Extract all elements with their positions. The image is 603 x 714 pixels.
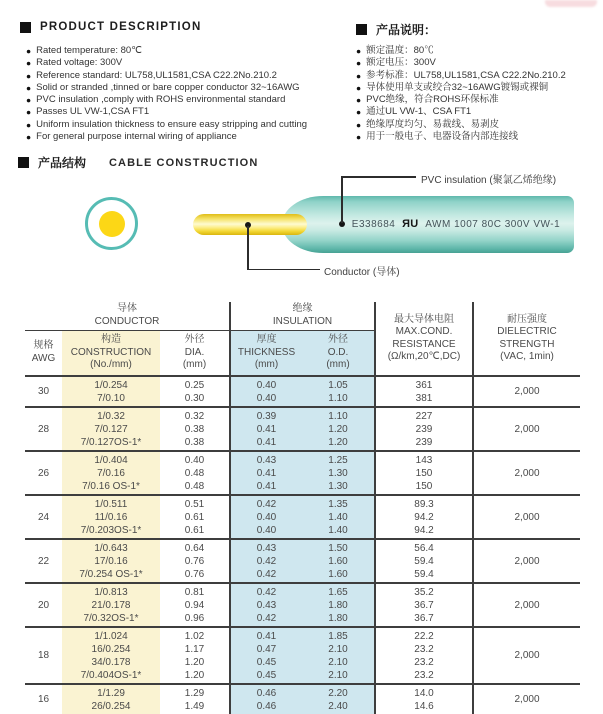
cell-construction: 1/1.29 26/0.254 [62,684,160,714]
cell-dia: 0.25 0.30 [160,376,230,407]
product-notes-title: 产品说明： [376,23,437,37]
cable-cert-number: E338684 [351,218,396,230]
bullet-icon: ● [356,107,362,118]
table-row [25,583,580,627]
list-item [356,82,601,94]
list-item [26,82,351,94]
cell-construction: 1/0.404 7/0.16 7/0.16 OS-1* [62,451,160,495]
list-item-text: Rated voltage: 300V [36,57,123,69]
dia-column-header: 外径 DIA. (mm) [160,330,230,376]
cell-dielectric: 2,000 [473,376,580,407]
construction-title-zh: 产品结构 [38,156,87,170]
section-square-icon [356,24,367,35]
cell-dielectric: 2,000 [473,627,580,684]
cell-awg: 28 [25,407,62,451]
cell-dia: 0.64 0.76 0.76 [160,539,230,583]
cell-thickness: 0.39 0.41 0.41 [230,407,302,451]
cell-awg: 16 [25,684,62,714]
dielectric-column-header: 耐压强度 DIELECTRIC STRENGTH (VAC, 1min) [473,302,580,376]
cable-print-text [345,218,567,230]
list-item [26,45,351,57]
cell-thickness: 0.42 0.40 0.40 [230,495,302,539]
bullet-icon: ● [356,70,362,81]
list-item-text: 用于一般电子、电器设备内部连接线 [366,131,519,143]
conductor-pointer-line [247,269,320,271]
cell-construction: 1/0.643 17/0.16 7/0.254 OS-1* [62,539,160,583]
bullet-icon: ● [26,46,32,56]
list-item-text: Passes UL VW-1,CSA FT1 [36,106,150,118]
bullet-icon: ● [26,107,32,118]
table-row [25,407,580,451]
cell-od: 1.35 1.40 1.40 [302,495,375,539]
bullet-icon: ● [26,132,32,143]
bullet-icon: ● [356,46,362,56]
bullet-icon: ● [356,58,362,69]
construction-column-header: 构造 CONSTRUCTION (No./mm) [62,330,160,376]
cell-awg: 22 [25,539,62,583]
table-row [25,376,580,407]
cell-awg: 18 [25,627,62,684]
cell-thickness: 0.43 0.42 0.42 [230,539,302,583]
list-item [356,131,601,143]
cell-dielectric: 2,000 [473,583,580,627]
list-item [26,70,351,82]
cell-thickness: 0.43 0.41 0.41 [230,451,302,495]
cell-awg: 24 [25,495,62,539]
list-item-text: Rated temperature: 80℃ [36,45,142,56]
list-item-text: 通过UL VW-1、CSA FT1 [366,106,472,118]
bullet-icon: ● [26,82,32,93]
insulation-pointer-line [341,176,416,178]
list-item [356,70,601,82]
cell-dielectric: 2,000 [473,684,580,714]
cell-resistance: 89.3 94.2 94.2 [375,495,473,539]
cell-dielectric: 2,000 [473,495,580,539]
table-row [25,627,580,684]
list-item [26,131,351,143]
conductor-pointer-line [247,226,249,270]
bullet-icon: ● [26,70,32,81]
construction-title-en: CABLE CONSTRUCTION [109,156,259,169]
bullet-icon: ● [356,82,362,93]
cell-thickness: 0.40 0.40 [230,376,302,407]
insulation-label: PVC insulation (聚氯乙烯绝缘) [421,175,557,186]
cell-od: 1.05 1.10 [302,376,375,407]
cable-spec-text: AWM 1007 80C 300V VW-1 [425,218,561,230]
cell-dia: 1.29 1.49 [160,684,230,714]
bullet-icon: ● [26,95,32,106]
section-square-icon [18,157,29,168]
cell-od: 1.50 1.60 1.60 [302,539,375,583]
bullet-icon: ● [26,58,32,69]
cell-resistance: 22.2 23.2 23.2 23.2 [375,627,473,684]
list-item-text: 导体使用单支或绞合32~16AWG镀锡或裸铜 [366,81,549,93]
list-item [356,119,601,131]
table-row [25,539,580,583]
list-item [26,106,351,118]
table-row [25,451,580,495]
table-row [25,684,580,714]
cell-construction: 1/0.32 7/0.127 7/0.127OS-1* [62,407,160,451]
cell-od: 1.65 1.80 1.80 [302,583,375,627]
cell-od: 1.10 1.20 1.20 [302,407,375,451]
list-item-text: Solid or stranded ,tinned or bare copper conductor 32~16AWG [36,81,300,93]
resistance-column-header: 最大导体电阻 MAX.COND. RESISTANCE (Ω/km,20℃,DC) [375,302,473,376]
list-item [26,57,351,69]
conductor-group-header: 导体 CONDUCTOR [25,302,230,330]
list-item-text: 额定温度：80℃ [366,45,434,56]
bullet-icon: ● [356,95,362,106]
cable-construction-header [18,154,258,171]
awg-column-header: 规格 AWG [25,330,62,376]
product-notes-list [356,45,601,143]
conductor-label: Conductor (导体) [324,267,400,278]
list-item [26,119,351,131]
list-item [356,45,601,57]
product-description-title: PRODUCT DESCRIPTION [40,21,202,33]
bullet-icon: ● [356,132,362,143]
corner-artifact [545,0,597,7]
cell-resistance: 35.2 36.7 36.7 [375,583,473,627]
cell-od: 1.25 1.30 1.30 [302,451,375,495]
list-item-text: 额定电压：300V [366,57,436,69]
cell-od: 2.20 2.40 [302,684,375,714]
bullet-icon: ● [26,119,32,130]
cell-dia: 1.02 1.17 1.20 1.20 [160,627,230,684]
list-item [26,94,351,106]
cell-dia: 0.32 0.38 0.38 [160,407,230,451]
cell-dielectric: 2,000 [473,407,580,451]
cell-construction: 1/1.024 16/0.254 34/0.178 7/0.404OS-1* [62,627,160,684]
cell-awg: 26 [25,451,62,495]
list-item [356,94,601,106]
cell-resistance: 227 239 239 [375,407,473,451]
ul-recognized-mark-icon: RU [402,218,419,230]
product-description-list [26,45,351,143]
list-item-text: Uniform insulation thickness to ensure easy stripping and cutting [36,118,308,130]
list-item-text: 绝缘厚度均匀、易裁线、易剥皮 [366,118,500,130]
list-item-text: PVC insulation ,comply with ROHS environmental standard [36,94,286,106]
thickness-column-header: 厚度 THICKNESS (mm) [230,330,302,376]
table-row [25,495,580,539]
list-item [356,106,601,118]
specification-table [25,302,580,714]
cell-resistance: 361 381 [375,376,473,407]
cell-dielectric: 2,000 [473,539,580,583]
list-item-text: PVC绝缘，符合ROHS环保标准 [366,94,499,106]
cell-construction: 1/0.254 7/0.10 [62,376,160,407]
list-item-text: 参考标准：UL758,UL1581,CSA C22.2No.210.2 [366,69,566,81]
cell-resistance: 56.4 59.4 59.4 [375,539,473,583]
insulation-pointer-line [341,177,343,223]
cross-section-conductor-core [99,211,125,237]
list-item-text: Reference standard: UL758,UL1581,CSA C22.2No.210.2 [36,69,277,81]
cell-od: 1.85 2.10 2.10 2.10 [302,627,375,684]
product-description-header [20,21,201,33]
cell-thickness: 0.46 0.46 [230,684,302,714]
section-square-icon [20,22,31,33]
cell-dia: 0.51 0.61 0.61 [160,495,230,539]
cell-awg: 30 [25,376,62,407]
cell-resistance: 143 150 150 [375,451,473,495]
cell-thickness: 0.41 0.47 0.45 0.45 [230,627,302,684]
cell-construction: 1/0.813 21/0.178 7/0.32OS-1* [62,583,160,627]
bullet-icon: ● [356,119,362,130]
cell-dielectric: 2,000 [473,451,580,495]
cell-construction: 1/0.511 11/0.16 7/0.203OS-1* [62,495,160,539]
list-item [356,57,601,69]
list-item-text: For general purpose internal wiring of appliance [36,131,237,143]
insulation-group-header: 绝缘 INSULATION [230,302,375,330]
cell-resistance: 14.0 14.6 [375,684,473,714]
cell-awg: 20 [25,583,62,627]
cell-dia: 0.40 0.48 0.48 [160,451,230,495]
product-notes-header [356,21,436,38]
cell-thickness: 0.42 0.43 0.42 [230,583,302,627]
cell-dia: 0.81 0.94 0.96 [160,583,230,627]
od-column-header: 外径 O.D. (mm) [302,330,375,376]
